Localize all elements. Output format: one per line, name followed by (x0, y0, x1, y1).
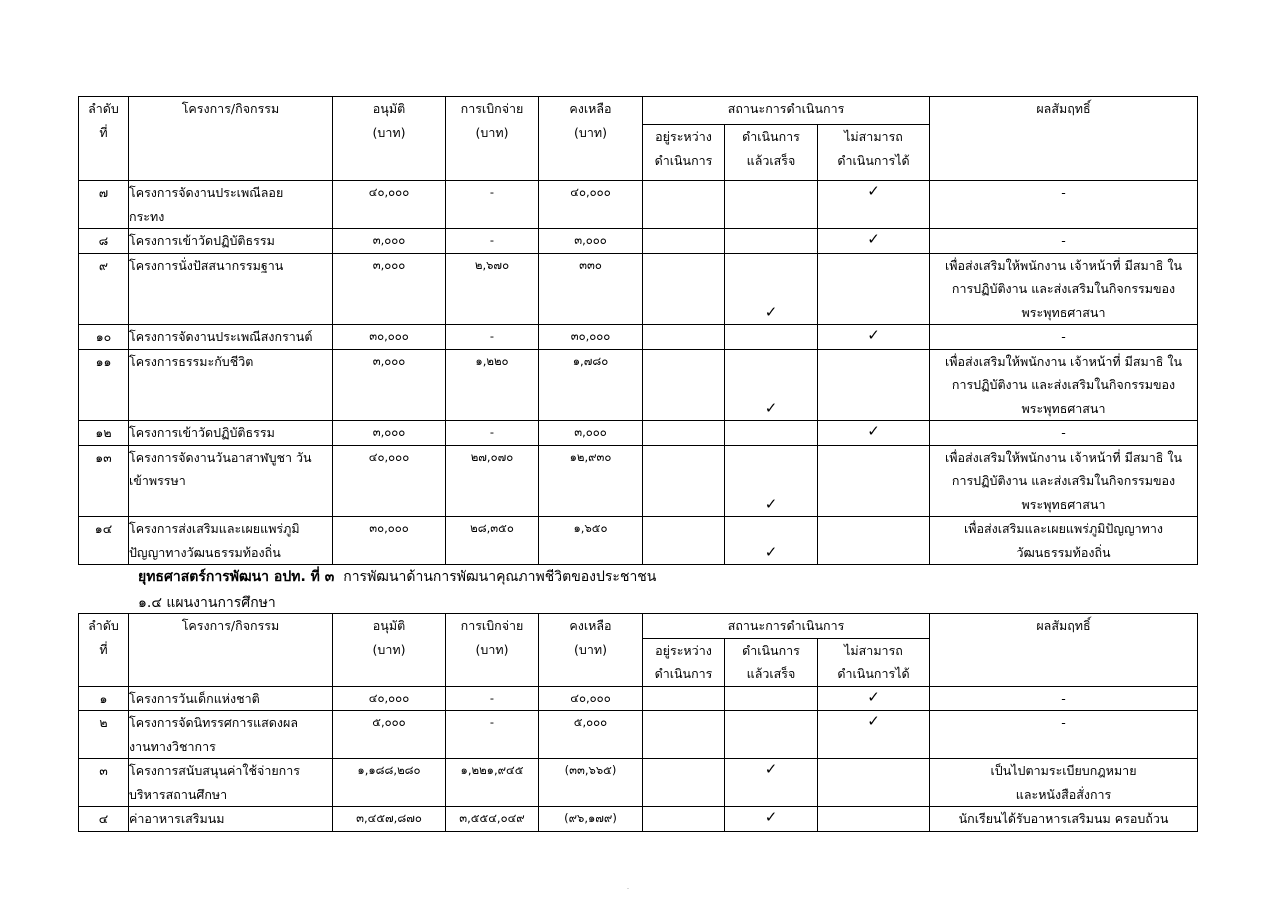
cell-line: เป็นไปตามระเบียบกฎหมาย (990, 763, 1137, 778)
status-in-progress (643, 229, 725, 254)
row-number: ๑๑ (79, 349, 129, 421)
status-completed (725, 229, 818, 254)
status-completed (725, 807, 818, 832)
remaining-amount: ๓,๐๐๐ (539, 421, 643, 446)
plan-heading: ๑.๔ แผนงานการศึกษา (138, 595, 276, 611)
header-result: ผลสัมฤทธิ์ (930, 614, 1198, 687)
result-text (930, 229, 1198, 254)
header-disbursed: การเบิกจ่าย (บาท) (446, 614, 539, 687)
checkmark-icon: ✓ (764, 808, 778, 826)
cell-line: โครงการสนับสนุนค่าใช้จ่ายการ (129, 763, 300, 778)
table-row (79, 807, 1198, 832)
cell-line: โครงการจัดงานประเพณีสงกรานต์ (129, 329, 313, 344)
result-text (930, 181, 1198, 229)
disbursed-amount: - (446, 181, 539, 229)
result-text (930, 349, 1198, 421)
result-text (930, 807, 1198, 832)
status-in-progress (643, 421, 725, 446)
remaining-amount: ๔๐,๐๐๐ (539, 181, 643, 229)
disbursed-amount: ๒,๖๗๐ (446, 253, 539, 325)
status-unable (818, 759, 930, 807)
checkmark-icon: ✓ (764, 303, 778, 321)
status-completed (725, 517, 818, 565)
row-number: ๑๒ (79, 421, 129, 446)
cell-line: นักเรียนได้รับอาหารเสริมนม ครอบถ้วน (958, 811, 1169, 826)
result-text (930, 325, 1198, 350)
approved-amount: ๑,๑๘๘,๒๘๐ (333, 759, 446, 807)
report-table-2 (78, 613, 1198, 832)
status-in-progress (643, 711, 725, 759)
header-remaining: คงเหลือ (บาท) (539, 614, 643, 687)
project-name (129, 229, 333, 254)
table-row (79, 229, 1198, 254)
project-name (129, 711, 333, 759)
header-approved: อนุมัติ (บาท) (333, 614, 446, 687)
checkmark-icon: ✓ (867, 326, 880, 344)
checkmark-icon: ✓ (867, 687, 880, 706)
cell-line: พระพุทธศาสนา (1021, 496, 1106, 512)
checkmark-icon: ✓ (764, 495, 778, 513)
cell-line: โครงการเข้าวัดปฏิบัติธรรม (129, 425, 275, 440)
cell-line: เพื่อส่งเสริมให้พนักงาน เจ้าหน้าที่ มีสมาธิ ใน (945, 353, 1182, 369)
status-unable (818, 349, 930, 421)
status-unable (818, 686, 930, 711)
cell-line: พระพุทธศาสนา (1021, 400, 1106, 416)
cell-line: โครงการส่งเสริมและเผยแพร่ภูมิ (129, 521, 300, 536)
table-body (79, 686, 1198, 831)
cell-line: ค่าอาหารเสริมนม (129, 811, 225, 826)
cell-line: และหนังสือสั่งการ (1015, 786, 1112, 802)
status-in-progress (643, 253, 725, 325)
cell-line: โครงการนั่งปัสสนากรรมฐาน (129, 257, 284, 273)
cell-line: การปฏิบัติงาน และส่งเสริมในกิจกรรมของ (951, 281, 1176, 296)
result-text (930, 421, 1198, 446)
project-name (129, 181, 333, 229)
strategy-heading: ยุทธศาสตร์การพัฒนา อปท. ที่ ๓ การพัฒนาด้านการพัฒนาคุณภาพชีวิตของประชาชน (138, 569, 657, 585)
cell-line: เข้าพรรษา (129, 473, 186, 488)
status-unable (818, 517, 930, 565)
status-completed (725, 253, 818, 325)
status-completed (725, 181, 818, 229)
project-name (129, 759, 333, 807)
disbursed-amount: ๒๘,๓๕๐ (446, 517, 539, 565)
disbursed-amount: - (446, 711, 539, 759)
table-row (79, 445, 1198, 517)
status-unable (818, 807, 930, 832)
header-in-progress: อยู่ระหว่าง ดำเนินการ (643, 125, 725, 181)
row-number: ๒ (79, 711, 129, 759)
status-unable (818, 711, 930, 759)
approved-amount: ๔๐,๐๐๐ (333, 686, 446, 711)
header-approved: อนุมัติ (บาท) (333, 97, 446, 181)
status-completed (725, 759, 818, 807)
approved-amount: ๓๐,๐๐๐ (333, 325, 446, 350)
header-status: สถานะการดำเนินการ (643, 97, 930, 125)
remaining-amount: (๓๓,๖๖๕) (539, 759, 643, 807)
project-name (129, 325, 333, 350)
cell-line: - (1061, 425, 1066, 440)
header-unable: ไม่สามารถ ดำเนินการได้ (818, 125, 930, 181)
table-row (79, 181, 1198, 229)
cell-line: บริหารสถานศึกษา (129, 786, 228, 802)
status-unable (818, 253, 930, 325)
header-disbursed: การเบิกจ่าย (บาท) (446, 97, 539, 181)
checkmark-icon: ✓ (764, 543, 778, 561)
status-in-progress (643, 517, 725, 565)
approved-amount: ๓,๐๐๐ (333, 253, 446, 325)
remaining-amount: ๔๐,๐๐๐ (539, 686, 643, 711)
approved-amount: ๔๐,๐๐๐ (333, 445, 446, 517)
cell-line: พระพุทธศาสนา (1021, 304, 1106, 320)
row-number: ๑ (79, 686, 129, 711)
table-row (79, 759, 1198, 807)
cell-line: - (1061, 329, 1066, 344)
status-in-progress (643, 807, 725, 832)
header-seq: ลำดับ ที่ (79, 97, 129, 181)
approved-amount: ๓,๐๐๐ (333, 421, 446, 446)
cell-line: เพื่อส่งเสริมและเผยแพร่ภูมิปัญญาทาง (963, 521, 1164, 536)
approved-amount: ๓,๐๐๐ (333, 229, 446, 254)
disbursed-amount: ๓,๕๕๔,๐๔๙ (446, 807, 539, 832)
cell-line: งานทางวิชาการ (129, 738, 216, 754)
remaining-amount: ๑๒,๙๓๐ (539, 445, 643, 517)
row-number: ๑๓ (79, 445, 129, 517)
disbursed-amount: - (446, 229, 539, 254)
scan-speck (627, 888, 629, 889)
row-number: ๘ (79, 229, 129, 254)
table-row (79, 686, 1198, 711)
status-unable (818, 229, 930, 254)
header-completed: ดำเนินการ แล้วเสร็จ (725, 638, 818, 686)
checkmark-icon: ✓ (867, 182, 880, 200)
row-number: ๔ (79, 807, 129, 832)
status-unable (818, 181, 930, 229)
header-project: โครงการ/กิจกรรม (129, 614, 333, 687)
remaining-amount: ๓๓๐ (539, 253, 643, 325)
header-status: สถานะการดำเนินการ (643, 614, 930, 639)
table-row (79, 421, 1198, 446)
result-text (930, 445, 1198, 517)
disbursed-amount: ๑,๒๒๐ (446, 349, 539, 421)
remaining-amount: ๑,๗๘๐ (539, 349, 643, 421)
checkmark-icon: ✓ (764, 760, 778, 778)
checkmark-icon: ✓ (867, 230, 880, 248)
table-row (79, 349, 1198, 421)
report-table-1 (78, 96, 1198, 565)
cell-line: โครงการเข้าวัดปฏิบัติธรรม (129, 233, 275, 248)
approved-amount: ๓,๔๕๗,๘๗๐ (333, 807, 446, 832)
status-completed (725, 421, 818, 446)
cell-line: โครงการจัดงานวันอาสาฬบูชา วัน (129, 449, 312, 465)
header-seq: ลำดับ ที่ (79, 614, 129, 687)
header-result: ผลสัมฤทธิ์ (930, 97, 1198, 181)
project-name (129, 686, 333, 711)
cell-line: โครงการธรรมะกับชีวิต (129, 353, 254, 369)
project-name (129, 421, 333, 446)
disbursed-amount: - (446, 325, 539, 350)
cell-line: การปฏิบัติงาน และส่งเสริมในกิจกรรมของ (951, 377, 1176, 392)
table-row (79, 711, 1198, 759)
header-unable: ไม่สามารถ ดำเนินการได้ (818, 638, 930, 686)
header-remaining: คงเหลือ (บาท) (539, 97, 643, 181)
approved-amount: ๔๐,๐๐๐ (333, 181, 446, 229)
disbursed-amount: - (446, 686, 539, 711)
project-name (129, 349, 333, 421)
status-completed (725, 349, 818, 421)
disbursed-amount: ๑,๒๒๑,๙๔๕ (446, 759, 539, 807)
remaining-amount: (๙๖,๑๗๙) (539, 807, 643, 832)
project-name (129, 807, 333, 832)
checkmark-icon: ✓ (764, 399, 778, 417)
status-unable (818, 325, 930, 350)
cell-line: เพื่อส่งเสริมให้พนักงาน เจ้าหน้าที่ มีสมาธิ ใน (945, 257, 1182, 273)
approved-amount: ๓,๐๐๐ (333, 349, 446, 421)
cell-line: โครงการวันเด็กแห่งชาติ (129, 690, 260, 706)
cell-line: - (1061, 233, 1066, 248)
status-in-progress (643, 445, 725, 517)
disbursed-amount: - (446, 421, 539, 446)
status-completed (725, 686, 818, 711)
cell-line: กระทง (129, 208, 165, 224)
table-row (79, 325, 1198, 350)
disbursed-amount: ๒๗,๐๗๐ (446, 445, 539, 517)
row-number: ๑๔ (79, 517, 129, 565)
approved-amount: ๕,๐๐๐ (333, 711, 446, 759)
status-in-progress (643, 759, 725, 807)
row-number: ๓ (79, 759, 129, 807)
checkmark-icon: ✓ (867, 422, 880, 440)
remaining-amount: ๓๐,๐๐๐ (539, 325, 643, 350)
table-row (79, 517, 1198, 565)
status-in-progress (643, 325, 725, 350)
header-project: โครงการ/กิจกรรม (129, 97, 333, 181)
remaining-amount: ๓,๐๐๐ (539, 229, 643, 254)
checkmark-icon: ✓ (867, 712, 880, 730)
cell-line: เพื่อส่งเสริมให้พนักงาน เจ้าหน้าที่ มีสมาธิ ใน (945, 449, 1182, 465)
status-completed (725, 445, 818, 517)
result-text (930, 517, 1198, 565)
cell-line: โครงการจัดนิทรรศการแสดงผล (129, 715, 298, 730)
status-unable (818, 421, 930, 446)
row-number: ๙ (79, 253, 129, 325)
status-in-progress (643, 181, 725, 229)
status-in-progress (643, 686, 725, 711)
remaining-amount: ๑,๖๕๐ (539, 517, 643, 565)
cell-line: การปฏิบัติงาน และส่งเสริมในกิจกรรมของ (951, 473, 1176, 488)
project-name (129, 517, 333, 565)
remaining-amount: ๕,๐๐๐ (539, 711, 643, 759)
cell-line: โครงการจัดงานประเพณีลอย (129, 185, 284, 200)
cell-line: - (1061, 690, 1066, 706)
status-unable (818, 445, 930, 517)
result-text (930, 711, 1198, 759)
header-in-progress: อยู่ระหว่าง ดำเนินการ (643, 638, 725, 686)
cell-line: - (1061, 715, 1066, 730)
table-body (79, 181, 1198, 565)
result-text (930, 253, 1198, 325)
row-number: ๑๐ (79, 325, 129, 350)
result-text (930, 686, 1198, 711)
header-completed: ดำเนินการ แล้วเสร็จ (725, 125, 818, 181)
cell-line: ปัญญาทางวัฒนธรรมท้องถิ่น (129, 544, 281, 560)
project-name (129, 253, 333, 325)
row-number: ๗ (79, 181, 129, 229)
project-name (129, 445, 333, 517)
cell-line: วัฒนธรรมท้องถิ่น (1016, 544, 1111, 560)
result-text (930, 759, 1198, 807)
cell-line: - (1061, 185, 1066, 200)
status-completed (725, 711, 818, 759)
table-row (79, 253, 1198, 325)
status-completed (725, 325, 818, 350)
status-in-progress (643, 349, 725, 421)
approved-amount: ๓๐,๐๐๐ (333, 517, 446, 565)
